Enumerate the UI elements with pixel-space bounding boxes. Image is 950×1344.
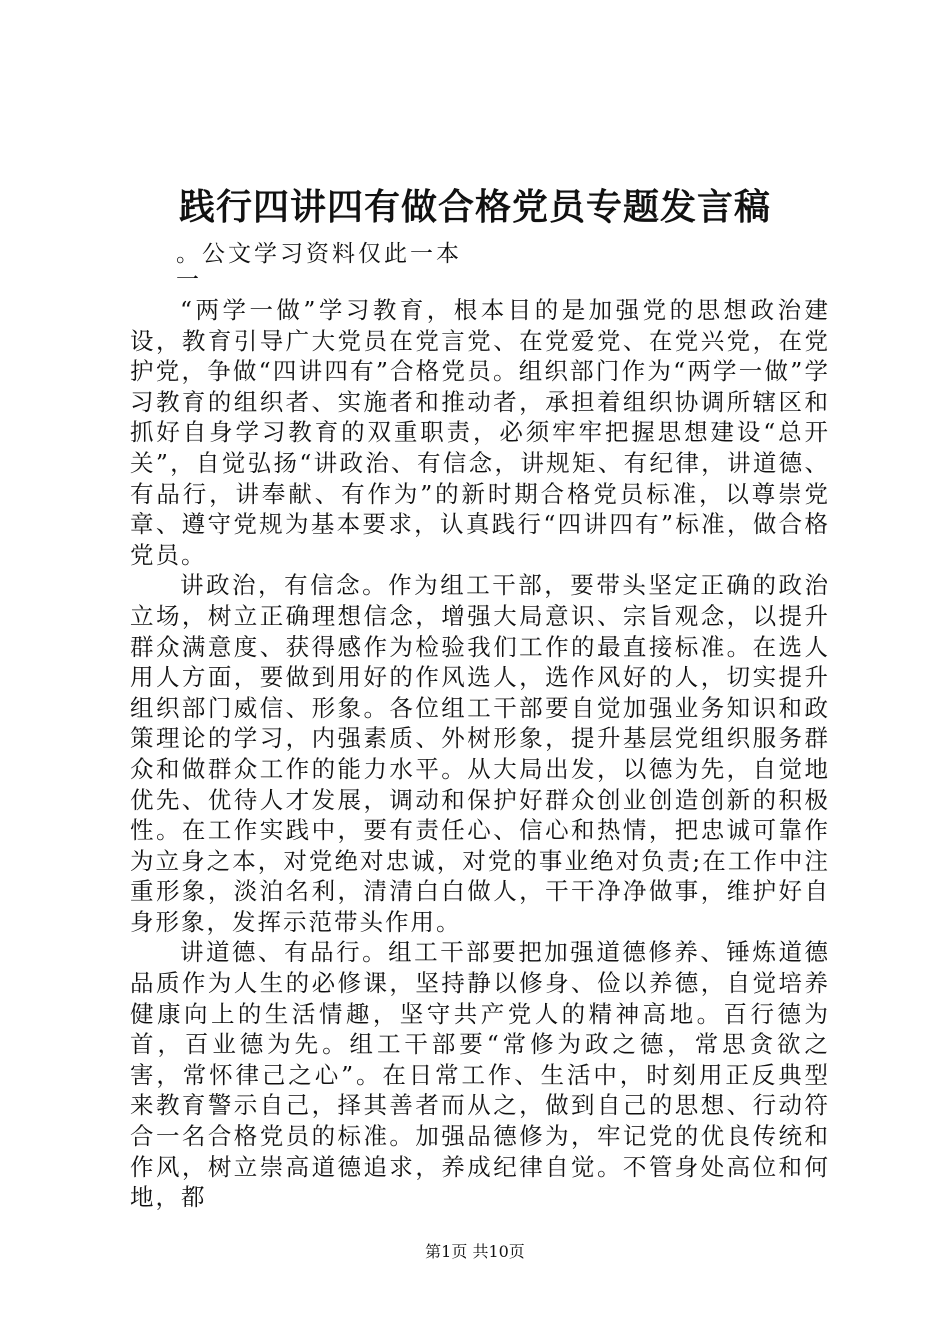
document-body: [130, 295, 830, 1213]
document-subtitle: 。公文学习资料仅此一本: [176, 241, 462, 267]
paragraph-morality: 讲道德、有品行。组工干部要把加强道德修养、锤炼道德品质作为人生的必修课，坚持静以修身、俭以养德，自觉培养健康向上的生活情趣，坚守共产党人的精神高地。百行德为首，百业德为先。组工干部要“常修为政之德，常思贪欲之害，常怀律己之心”。在日常工作、生活中，时刻用正反典型来教育警示自己，择其善者而从之，做到自己的思想、行动符合一名合格党员的标准。加强品德修为，牢记党的优良传统和作风，树立崇高道德追求，养成纪律自觉。不管身处高位和何地，都: [130, 938, 830, 1212]
paragraph-intro: “两学一做”学习教育，根本目的是加强党的思想政治建设，教育引导广大党员在党言党、在党爱党、在党兴党，在党护党，争做“四讲四有”合格党员。组织部门作为“两学一做”学习教育的组织者、实施者和推动者，承担着组织协调所辖区和抓好自身学习教育的双重职责，必须牢牢把握思想建设“总开关”，自觉弘扬“讲政治、有信念，讲规矩、有纪律，讲道德、有品行，讲奉献、有作为”的新时期合格党员标准，以尊崇党章、遵守党规为基本要求，认真践行“四讲四有”标准，做合格党员。: [130, 296, 830, 569]
section-marker: 一: [176, 267, 199, 293]
document-title: 践行四讲四有做合格党员专题发言稿: [178, 186, 771, 228]
paragraph-politics: 讲政治，有信念。作为组工干部，要带头坚定正确的政治立场，树立正确理想信念，增强大局意识、宗旨观念，以提升群众满意度、获得感作为检验我们工作的最直接标准。在选人用人方面，要做到用好的作风选人，选作风好的人，切实提升组织部门威信、形象。各位组工干部要自觉加强业务知识和政策理论的学习，内强素质、外树形象，提升基层党组织服务群众和做群众工作的能力水平。从大局出发，以德为先，自觉地优先、优待人才发展，调动和保护好群众创业创造创新的积极性。在工作实践中，要有责任心、信心和热情，把忠诚可靠作为立身之本，对党绝对忠诚，对党的事业绝对负责;在工作中注重形象，淡泊名利，清清白白做人，干干净净做事，维护好自身形象，发挥示范带头作用。: [130, 571, 830, 936]
page-footer: 第1页 共10页: [425, 1242, 525, 1261]
